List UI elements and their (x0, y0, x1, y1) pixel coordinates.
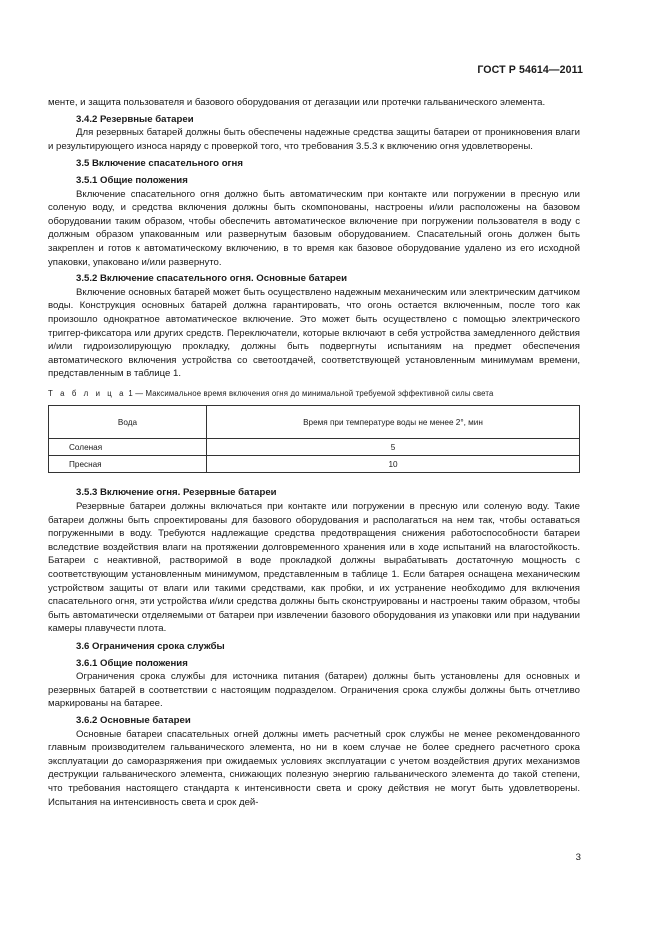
cell-time: 5 (207, 439, 580, 456)
paragraph-continuation: менте, и защита пользователя и базового оборудования от дегазации или протечки гальванического элемента. (48, 97, 546, 108)
table-caption-text: 1 — Максимальное время включения огня до минимальной требуемой эффективной силы света (128, 388, 494, 398)
table-caption-label: Т а б л и ц а (48, 388, 127, 398)
heading-3-5-3: 3.5.3 Включение огня. Резервные батареи (76, 487, 277, 499)
table-1 (48, 405, 580, 473)
cell-water: Пресная (49, 456, 207, 473)
heading-3-5: 3.5 Включение спасательного огня (76, 158, 243, 170)
heading-3-6-2: 3.6.2 Основные батареи (76, 714, 191, 726)
paragraph-3-5-1: Включение спасательного огня должно быть автоматическим при контакте или погружении в пресную или соленую воду, и средства включения должны быть скомпонованы, настроены и/или расположены на базовом оборудовании таким образом, чтобы обеспечить автоматическое включение при погружении пользователя в воду с должным образом упакованным или развернутым базовым оборудованием. Спасательный огонь должен быть закреплен и готов к автоматическому включению, в то время как базовое оборудование удалено из его исходной упаковки, упаковано и/или развернуто. (48, 188, 580, 268)
table-row (49, 439, 580, 456)
paragraph-3-6-1: Ограничения срока службы для источника питания (батареи) должны быть установлены для основных и резервных батарей в соответствии с настоящим подразделом. Ограничения срока службы должны быть отчетливо маркированы на батарее. (48, 671, 580, 710)
paragraph-3-4-2: Для резервных батарей должны быть обеспечены надежные средства защиты батареи от проникновения влаги и результирующего износа наряду с проверкой того, что требования 3.5.3 к включению огня удовлетворены. (48, 127, 580, 152)
heading-3-4-2: 3.4.2 Резервные батареи (76, 113, 194, 125)
heading-3-5-1: 3.5.1 Общие положения (76, 174, 188, 186)
document-id-header: ГОСТ Р 54614—2011 (477, 64, 583, 76)
column-header-water: Вода (49, 406, 207, 439)
column-header-time: Время при температуре воды не менее 2°, мин (207, 406, 580, 439)
page-number: 3 (575, 852, 581, 863)
paragraph-3-5-3: Резервные батареи должны включаться при контакте или погружении в пресную или соленую воду. Такие батареи должны быть спроектированы для базового оборудования и располагаться на нем так, чтобы оставаться погруженными в воду. Требуются надлежащие средства предотвращения снижения работоспособности батареи вследствие воздействия влаги на протяжении долговременного хранения или в ходе испытаний на влагостойкость. Батареи с неактивной, растворимой в воде прокладкой должны вырабатывать достаточную мощность с соответствующим установленным минимумом, представленным в таблице 1. Если батарея оснащена механическим устройством защиты от влаги или такими средствами, как пробки, и их устранение необходимо для включения спасательного огня, эти устройства и/или средства должны быть сконструированы и настроены таким образом, чтобы быть автоматически отделяемыми от батареи при извлечении базового оборудования из упаковки или при надувании камеры плавучести плота. (48, 501, 580, 635)
heading-3-5-2: 3.5.2 Включение спасательного огня. Основные батареи (76, 273, 348, 285)
table-header-row (49, 406, 580, 439)
paragraph-3-5-2: Включение основных батарей может быть осуществлено надежным механическим или электрическим датчиком воды. Конструкция основных батарей должна гарантировать, что огонь остается включенным, после того как произошло однократное автоматическое включение. Это может быть осуществлено с помощью электрического триггер-фиксатора или других средств. Переключатели, которые включают в себя устройства замедленного действия и/или гидроизолирующую прокладку, должны быть подвергнуты испытаниям на предмет обеспечения автоматического включения устройства со светоотдачей, соответствующей установленным минимумам времени, представленным в таблице 1. (48, 286, 580, 380)
cell-water: Соленая (49, 439, 207, 456)
table-caption (48, 387, 580, 401)
table-row (49, 456, 580, 473)
paragraph-3-6-2: Основные батареи спасательных огней должны иметь расчетный срок службы не менее рекомендованного главным производителем гальванического элемента, но ни в коем случае не более среднего расчетного срока эксплуатации до саморазряжения при ожидаемых условиях эксплуатации с учетом воздействия других механизмов деструкции гальванического элемента, снижающих полезную энергию гальванического элемента до такой степени, что требования настоящего стандарта к интенсивности света и сроку действия не могут быть удовлетворены. Испытания на интенсивность света и срок дей- (48, 728, 580, 808)
cell-time: 10 (207, 456, 580, 473)
heading-3-6-1: 3.6.1 Общие положения (76, 657, 188, 669)
page-body (48, 96, 580, 809)
heading-3-6: 3.6 Ограничения срока службы (76, 641, 225, 652)
